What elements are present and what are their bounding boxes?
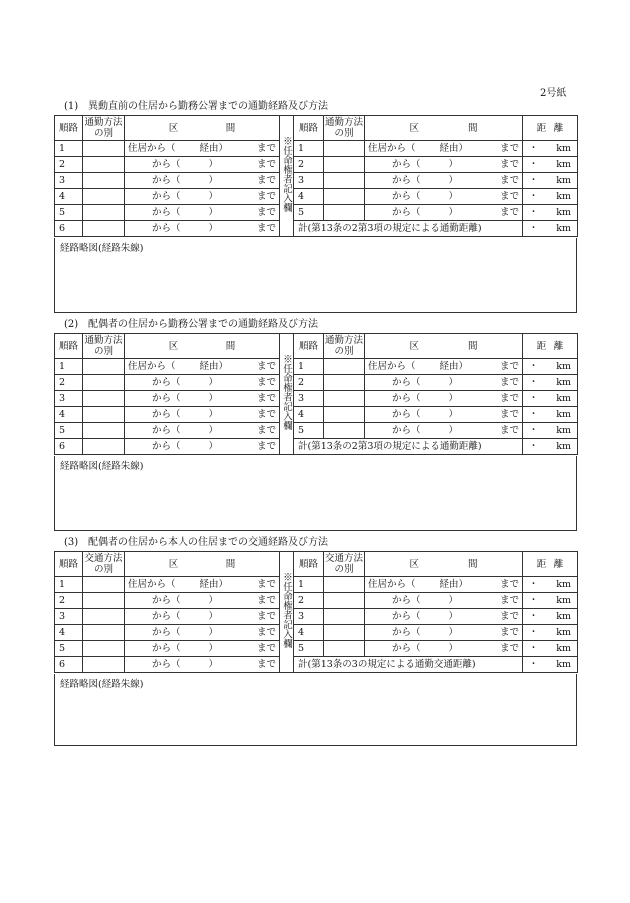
route-number-right: 4 <box>294 189 324 205</box>
section-cell-right[interactable]: から（ ） まで <box>365 157 523 173</box>
route-number-right: 5 <box>294 423 324 439</box>
method-cell[interactable] <box>83 625 125 641</box>
method-cell[interactable] <box>83 609 125 625</box>
method-cell-right[interactable] <box>324 641 365 657</box>
route-number: 2 <box>55 157 83 173</box>
route-number: 1 <box>55 359 83 375</box>
route-number: 6 <box>55 657 83 673</box>
table-row <box>55 141 578 157</box>
route-table <box>54 551 578 673</box>
route-number: 4 <box>55 407 83 423</box>
route-number: 5 <box>55 205 83 221</box>
distance-cell[interactable]: ・ km <box>523 359 578 375</box>
route-number: 2 <box>55 375 83 391</box>
header-section-right: 区 間 <box>365 334 523 359</box>
section-cell-right[interactable]: から（ ） まで <box>365 407 523 423</box>
section-title: (3) 配偶者の住居から本人の住居までの交通経路及び方法 <box>64 537 328 548</box>
method-cell-right[interactable] <box>324 625 365 641</box>
table-row <box>55 593 578 609</box>
table-row <box>55 423 578 439</box>
method-cell[interactable] <box>83 221 125 237</box>
distance-cell[interactable]: ・ km <box>523 609 578 625</box>
route-number-right: 1 <box>294 577 324 593</box>
section-title: (1) 異動直前の住居から勤務公署までの通勤経路及び方法 <box>64 101 328 112</box>
route-number: 5 <box>55 641 83 657</box>
appointer-entry-column: ※任命権者記入欄 <box>280 116 294 237</box>
distance-cell[interactable]: ・ km <box>523 625 578 641</box>
header-method: 交通方法の別 <box>84 553 123 575</box>
table-row <box>55 657 578 673</box>
section-cell-right[interactable]: から（ ） まで <box>365 189 523 205</box>
header-route-right: 順路 <box>294 334 324 359</box>
section-cell[interactable]: から（ ） まで <box>125 221 280 237</box>
table-row <box>55 407 578 423</box>
header-distance: 距 離 <box>523 116 578 141</box>
method-cell-right[interactable] <box>324 423 365 439</box>
section-cell[interactable]: から（ ） まで <box>125 657 280 673</box>
route-number: 1 <box>55 141 83 157</box>
method-cell[interactable] <box>83 189 125 205</box>
header-section: 区 間 <box>125 116 280 141</box>
section-cell[interactable]: 住居から（ 経由） まで <box>125 359 280 375</box>
method-cell[interactable] <box>83 141 125 157</box>
distance-cell[interactable]: ・ km <box>523 189 578 205</box>
section-cell-right[interactable]: 住居から（ 経由） まで <box>365 577 523 593</box>
header-method-right: 通勤方法の別 <box>324 117 363 139</box>
distance-total[interactable]: ・ km <box>523 657 578 673</box>
section-cell[interactable]: から（ ） まで <box>125 391 280 407</box>
route-number-right: 4 <box>294 407 324 423</box>
route-number: 6 <box>55 221 83 237</box>
section-cell-right[interactable]: から（ ） まで <box>365 375 523 391</box>
header-section-right: 区 間 <box>365 552 523 577</box>
distance-cell[interactable]: ・ km <box>523 173 578 189</box>
method-cell[interactable] <box>83 359 125 375</box>
section-cell[interactable]: から（ ） まで <box>125 375 280 391</box>
route-number-right: 4 <box>294 625 324 641</box>
table-row <box>55 375 578 391</box>
distance-cell[interactable]: ・ km <box>523 423 578 439</box>
method-cell[interactable] <box>83 173 125 189</box>
section-cell-right[interactable]: から（ ） まで <box>365 391 523 407</box>
section-cell[interactable]: から（ ） まで <box>125 641 280 657</box>
route-number-right: 2 <box>294 157 324 173</box>
route-number: 3 <box>55 173 83 189</box>
method-cell[interactable] <box>83 641 125 657</box>
header-method-right: 通勤方法の別 <box>324 335 363 357</box>
route-sketch-area[interactable] <box>54 456 577 531</box>
route-table <box>54 115 578 237</box>
distance-cell[interactable]: ・ km <box>523 141 578 157</box>
table-row <box>55 173 578 189</box>
method-cell-right[interactable] <box>324 391 365 407</box>
method-cell[interactable] <box>83 205 125 221</box>
header-route: 順路 <box>55 552 83 577</box>
section-cell-right[interactable]: 住居から（ 経由） まで <box>365 359 523 375</box>
distance-cell[interactable]: ・ km <box>523 157 578 173</box>
route-number: 4 <box>55 189 83 205</box>
section-cell[interactable]: から（ ） まで <box>125 423 280 439</box>
section-cell-right[interactable]: から（ ） まで <box>365 205 523 221</box>
section-cell[interactable]: から（ ） まで <box>125 625 280 641</box>
route-number: 3 <box>55 609 83 625</box>
sketch-label: 経路略図(経路朱線) <box>60 243 144 254</box>
section-cell-right[interactable]: から（ ） まで <box>365 593 523 609</box>
method-cell-right[interactable] <box>324 359 365 375</box>
section-cell[interactable]: から（ ） まで <box>125 439 280 455</box>
method-cell[interactable] <box>83 157 125 173</box>
table-row <box>55 189 578 205</box>
header-method: 通勤方法の別 <box>84 335 123 357</box>
header-section-right: 区 間 <box>365 116 523 141</box>
distance-total[interactable]: ・ km <box>523 221 578 237</box>
section-cell-right[interactable]: から（ ） まで <box>365 625 523 641</box>
route-number: 5 <box>55 423 83 439</box>
route-number: 6 <box>55 439 83 455</box>
route-number: 4 <box>55 625 83 641</box>
section-cell[interactable]: から（ ） まで <box>125 189 280 205</box>
sketch-label: 経路略図(経路朱線) <box>60 679 144 690</box>
section-cell[interactable]: 住居から（ 経由） まで <box>125 577 280 593</box>
section-cell[interactable]: から（ ） まで <box>125 593 280 609</box>
table-row <box>55 157 578 173</box>
section-cell-right[interactable]: 住居から（ 経由） まで <box>365 141 523 157</box>
table-row <box>55 641 578 657</box>
method-cell-right[interactable] <box>324 375 365 391</box>
route-number-right: 3 <box>294 609 324 625</box>
header-section: 区 間 <box>125 334 280 359</box>
section-cell-right[interactable]: から（ ） まで <box>365 609 523 625</box>
table-row <box>55 205 578 221</box>
total-label: 計(第13条の2第3項の規定による通勤距離) <box>294 439 523 455</box>
header-route-right: 順路 <box>294 116 324 141</box>
table-row <box>55 359 578 375</box>
header-distance: 距 離 <box>523 552 578 577</box>
header-method: 通勤方法の別 <box>84 117 123 139</box>
section-cell-right[interactable]: から（ ） まで <box>365 423 523 439</box>
section-cell[interactable]: から（ ） まで <box>125 407 280 423</box>
route-number-right: 5 <box>294 641 324 657</box>
method-cell[interactable] <box>83 593 125 609</box>
route-number-right: 2 <box>294 593 324 609</box>
table-row <box>55 221 578 237</box>
section-cell-right[interactable]: から（ ） まで <box>365 641 523 657</box>
method-cell[interactable] <box>83 375 125 391</box>
method-cell[interactable] <box>83 439 125 455</box>
section-title: (2) 配偶者の住居から勤務公署までの通勤経路及び方法 <box>64 319 318 330</box>
section-cell[interactable]: から（ ） まで <box>125 157 280 173</box>
method-cell-right[interactable] <box>324 593 365 609</box>
route-sketch-area[interactable] <box>54 674 577 746</box>
table-row <box>55 577 578 593</box>
total-label: 計(第13条の3の規定による通勤交通距離) <box>294 657 523 673</box>
header-distance: 距 離 <box>523 334 578 359</box>
method-cell-right[interactable] <box>324 141 365 157</box>
header-section: 区 間 <box>125 552 280 577</box>
table-row <box>55 439 578 455</box>
method-cell-right[interactable] <box>324 609 365 625</box>
section-cell[interactable]: から（ ） まで <box>125 609 280 625</box>
distance-cell[interactable]: ・ km <box>523 641 578 657</box>
table-row <box>55 391 578 407</box>
section-cell[interactable]: 住居から（ 経由） まで <box>125 141 280 157</box>
distance-cell[interactable]: ・ km <box>523 205 578 221</box>
header-route-right: 順路 <box>294 552 324 577</box>
route-number: 2 <box>55 593 83 609</box>
route-number-right: 1 <box>294 141 324 157</box>
route-number: 3 <box>55 391 83 407</box>
appointer-entry-column: ※任命権者記入欄 <box>280 334 294 455</box>
route-table <box>54 333 578 455</box>
section-cell[interactable]: から（ ） まで <box>125 173 280 189</box>
header-route: 順路 <box>55 116 83 141</box>
form-number: 2号紙 <box>540 88 567 99</box>
route-number-right: 3 <box>294 173 324 189</box>
total-label: 計(第13条の2第3項の規定による通勤距離) <box>294 221 523 237</box>
distance-cell[interactable]: ・ km <box>523 593 578 609</box>
header-method-right: 交通方法の別 <box>324 553 363 575</box>
table-row <box>55 625 578 641</box>
method-cell-right[interactable] <box>324 577 365 593</box>
appointer-entry-column: ※任命権者記入欄 <box>280 552 294 673</box>
method-cell[interactable] <box>83 657 125 673</box>
distance-total[interactable]: ・ km <box>523 439 578 455</box>
method-cell-right[interactable] <box>324 157 365 173</box>
section-cell[interactable]: から（ ） まで <box>125 205 280 221</box>
route-number-right: 2 <box>294 375 324 391</box>
distance-cell[interactable]: ・ km <box>523 375 578 391</box>
sketch-label: 経路略図(経路朱線) <box>60 461 144 472</box>
method-cell[interactable] <box>83 423 125 439</box>
distance-cell[interactable]: ・ km <box>523 391 578 407</box>
section-cell-right[interactable]: から（ ） まで <box>365 173 523 189</box>
method-cell-right[interactable] <box>324 407 365 423</box>
route-number-right: 3 <box>294 391 324 407</box>
route-sketch-area[interactable] <box>54 238 577 313</box>
header-route: 順路 <box>55 334 83 359</box>
method-cell[interactable] <box>83 391 125 407</box>
table-row <box>55 609 578 625</box>
method-cell-right[interactable] <box>324 173 365 189</box>
distance-cell[interactable]: ・ km <box>523 407 578 423</box>
method-cell[interactable] <box>83 407 125 423</box>
route-number-right: 5 <box>294 205 324 221</box>
distance-cell[interactable]: ・ km <box>523 577 578 593</box>
method-cell-right[interactable] <box>324 205 365 221</box>
method-cell-right[interactable] <box>324 189 365 205</box>
route-number-right: 1 <box>294 359 324 375</box>
route-number: 1 <box>55 577 83 593</box>
method-cell[interactable] <box>83 577 125 593</box>
